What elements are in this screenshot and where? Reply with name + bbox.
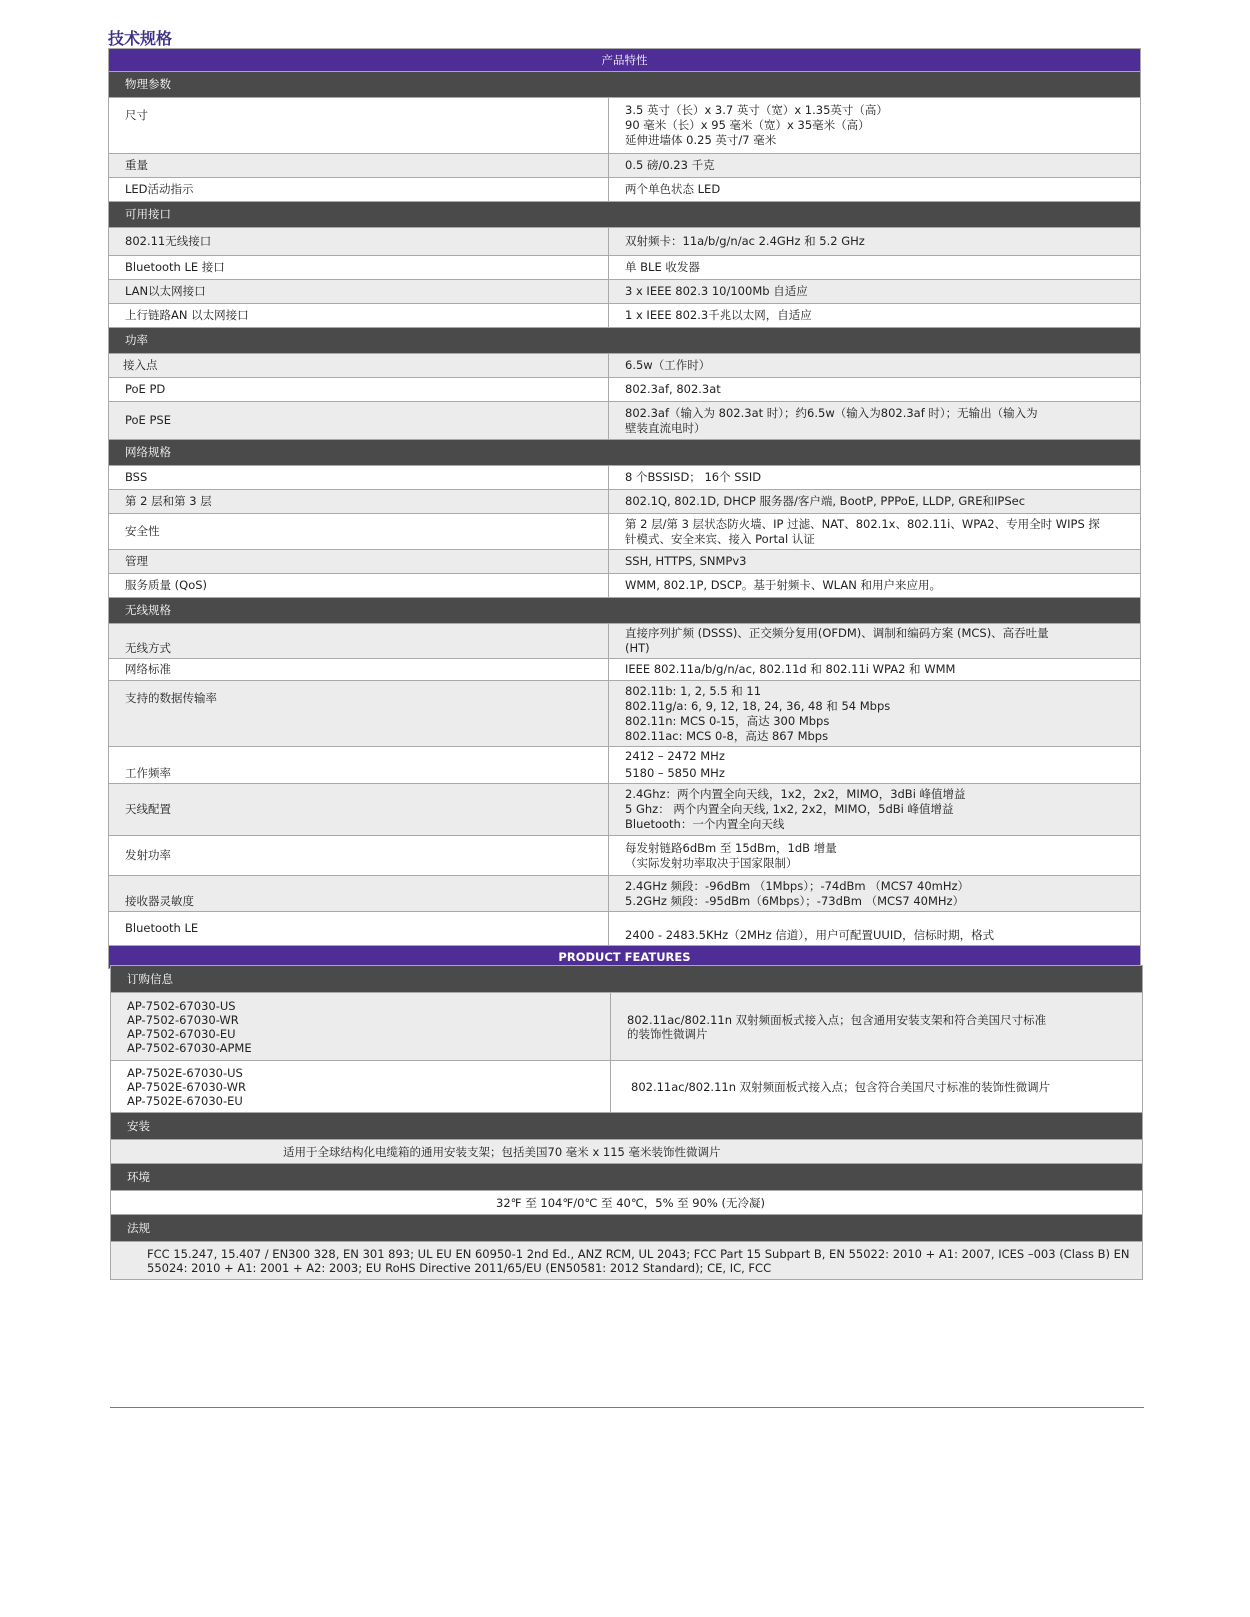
ap-power-label: 接入点	[109, 354, 609, 378]
qos-label: 服务质量 (QoS)	[109, 574, 609, 598]
rx-label: 接收器灵敏度	[109, 876, 609, 912]
uplink-label: 上行链路AN 以太网接口	[109, 304, 609, 328]
section-install: 安装	[111, 1113, 1143, 1140]
tx-label: 发射功率	[109, 836, 609, 876]
ble-if-value: 单 BLE 收发器	[609, 256, 1141, 280]
weight-value: 0.5 磅/0.23 千克	[609, 154, 1141, 178]
section-ordering: 订购信息	[111, 966, 1143, 993]
rate-value: 802.11b: 1, 2, 5.5 和 11 802.11g/a: 6, 9, 12, 18, 24, 36, 48 和 54 Mbps 802.11n: MCS 0-15，高达 300 Mbps 802.11ac: MCS 0-8，高达 867 Mbps	[609, 681, 1141, 747]
footer-rule	[110, 1407, 1144, 1408]
wifi-value: 双射频卡：11a/b/g/n/ac 2.4GHz 和 5.2 GHz	[609, 228, 1141, 256]
led-value: 两个单色状态 LED	[609, 178, 1141, 202]
security-value: 第 2 层/第 3 层状态防火墙、IP 过滤、NAT、802.1x、802.11i、WPA2、专用全时 WIPS 探 针模式、安全来宾、接入 Portal 认证	[609, 514, 1141, 550]
freq-value: 2412 – 2472 MHz 5180 – 5850 MHz	[609, 747, 1141, 784]
band-title: 产品特性	[109, 49, 1141, 72]
bss-label: BSS	[109, 466, 609, 490]
uplink-value: 1 x IEEE 802.3千兆以太网，自适应	[609, 304, 1141, 328]
section-regulatory: 法规	[111, 1215, 1143, 1242]
ordering-table	[110, 965, 1143, 1280]
install-text: 适用于全球结构化电缆箱的通用安装支架；包括美国70 毫米 x 115 毫米装饰性微调片	[111, 1140, 1143, 1164]
weight-label: 重量	[109, 154, 609, 178]
mode-label: 无线方式	[109, 624, 609, 659]
ap-power-value: 6.5w（工作时）	[609, 354, 1141, 378]
std-value: IEEE 802.11a/b/g/n/ac, 802.11d 和 802.11i WPA2 和 WMM	[609, 659, 1141, 681]
std-label: 网络标准	[109, 659, 609, 681]
bss-value: 8 个BSSISD； 16个 SSID	[609, 466, 1141, 490]
rx-value: 2.4GHz 频段：-96dBm （1Mbps）；-74dBm （MCS7 40mHz） 5.2GHz 频段：-95dBm（6Mbps）；-73dBm （MCS7 40MHz）	[609, 876, 1141, 912]
environment-text: 32℉ 至 104℉/0℃ 至 40℃，5% 至 90% (无冷凝)	[111, 1191, 1143, 1215]
tx-value: 每发射链路6dBm 至 15dBm，1dB 增量 （实际发射功率取决于国家限制）	[609, 836, 1141, 876]
layer-value: 802.1Q, 802.1D, DHCP 服务器/客户端, BootP, PPPoE, LLDP, GRE和IPSec	[609, 490, 1141, 514]
section-physical: 物理参数	[109, 72, 1141, 98]
lan-value: 3 x IEEE 802.3 10/100Mb 自适应	[609, 280, 1141, 304]
antenna-value: 2.4Ghz：两个内置全向天线，1x2，2x2，MIMO，3dBi 峰值增益 5 Ghz： 两个内置全向天线, 1x2, 2x2，MIMO，5dBi 峰值增益 Bluetooth：一个内置全向天线	[609, 784, 1141, 836]
band-header	[109, 49, 1141, 72]
poe-pse-value: 802.3af（输入为 802.3at 时）；约6.5w（输入为802.3af 时）；无输出（输入为 壁装直流电时）	[609, 402, 1141, 440]
order-desc-group1: 802.11ac/802.11n 双射频面板式接入点；包含通用安装支架和符合美国尺寸标准 的装饰性微调片	[611, 993, 1143, 1061]
order-codes-group1: AP-7502-67030-US AP-7502-67030-WR AP-7502-67030-EU AP-7502-67030-APME	[111, 993, 611, 1061]
antenna-label: 天线配置	[109, 784, 609, 836]
page-title: 技术规格	[108, 29, 173, 48]
ble-value: 2400 - 2483.5KHz（2MHz 信道），用户可配置UUID，信标时期，格式	[609, 912, 1141, 946]
section-interfaces: 可用接口	[109, 202, 1141, 228]
order-codes-group2: AP-7502E-67030-US AP-7502E-67030-WR AP-7502E-67030-EU	[111, 1061, 611, 1113]
size-label: 尺寸	[109, 98, 609, 154]
mgmt-label: 管理	[109, 550, 609, 574]
spec-table	[108, 48, 1141, 969]
security-label: 安全性	[109, 514, 609, 550]
rate-label: 支持的数据传输率	[109, 681, 609, 747]
qos-value: WMM, 802.1P, DSCP。基于射频卡、WLAN 和用户来应用。	[609, 574, 1141, 598]
mode-value: 直接序列扩频 (DSSS)、正交频分复用(OFDM)、调制和编码方案 (MCS)、高吞吐量 (HT)	[609, 624, 1141, 659]
section-environment: 环境	[111, 1164, 1143, 1191]
led-label: LED活动指示	[109, 178, 609, 202]
mgmt-value: SSH, HTTPS, SNMPv3	[609, 550, 1141, 574]
ble-label: Bluetooth LE	[109, 912, 609, 946]
band-title-en: PRODUCT FEATURES	[109, 946, 1141, 969]
lan-label: LAN以太网接口	[109, 280, 609, 304]
poe-pd-value: 802.3af, 802.3at	[609, 378, 1141, 402]
order-desc-group2: 802.11ac/802.11n 双射频面板式接入点；包含符合美国尺寸标准的装饰性微调片	[611, 1061, 1143, 1113]
section-wireless: 无线规格	[109, 598, 1141, 624]
layer-label: 第 2 层和第 3 层	[109, 490, 609, 514]
wifi-label: 802.11无线接口	[109, 228, 609, 256]
size-value: 3.5 英寸（长）x 3.7 英寸（宽）x 1.35英寸（高） 90 毫米（长）x 95 毫米（宽）x 35毫米（高） 延伸进墙体 0.25 英寸/7 毫米	[609, 98, 1141, 154]
ble-if-label: Bluetooth LE 接口	[109, 256, 609, 280]
section-power: 功率	[109, 328, 1141, 354]
poe-pse-label: PoE PSE	[109, 402, 609, 440]
regulatory-text: FCC 15.247, 15.407 / EN300 328, EN 301 893; UL EU EN 60950-1 2nd Ed., ANZ RCM, UL 2043; FCC Part 15 Subpart B, EN 55022: 2010 + A1: 2007, ICES –003 (Class B) EN 55024: 2010 + A1: 2001 + A2: 2003; EU RoHS Directive 2011/65/EU (EN50581: 2012 Standard); CE, IC, FCC	[111, 1242, 1143, 1280]
poe-pd-label: PoE PD	[109, 378, 609, 402]
section-network: 网络规格	[109, 440, 1141, 466]
freq-label: 工作频率	[109, 747, 609, 784]
